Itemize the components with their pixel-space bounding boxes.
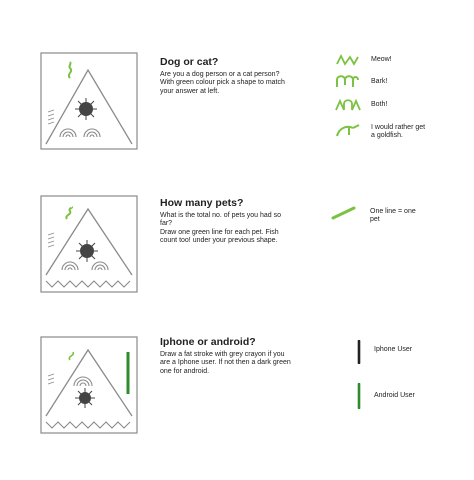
- legend-label-line: I would rather get: [371, 124, 426, 131]
- legend-label: Meow!: [371, 56, 392, 63]
- description-line: are a Iphone user. If not then a dark green: [160, 359, 291, 367]
- sketch-card-3: [40, 336, 138, 434]
- tent-sketch-icon: [40, 336, 138, 434]
- legend-label: [370, 208, 416, 225]
- legend-label-line: a goldfish.: [371, 132, 403, 140]
- legend-label: Both!: [371, 101, 388, 108]
- tent-sketch-icon: [40, 52, 138, 150]
- description-line: Draw a fat stroke with grey crayon if you: [160, 351, 285, 358]
- legend-label-line: pet: [370, 216, 380, 224]
- black-stroke-icon: [355, 340, 363, 364]
- description-line: Are you a dog person or a cat person?: [160, 71, 280, 78]
- description-line: count too! under your previous shape.: [160, 237, 278, 245]
- description-line: Draw one green line for each pet. Fish: [160, 228, 279, 236]
- green-stroke-icon: [355, 383, 363, 409]
- description-line: What is the total no. of pets you had so: [160, 212, 282, 219]
- section-description: [160, 212, 320, 246]
- bark-shape-icon: [335, 74, 361, 88]
- green-line-icon: [330, 205, 358, 221]
- goldfish-shape-icon: [335, 122, 361, 138]
- legend-label: Bark!: [371, 78, 388, 85]
- section-title: How many pets?: [160, 197, 244, 209]
- legend-label-line: One line = one: [370, 208, 416, 215]
- section-description: [160, 71, 320, 96]
- legend-label: Iphone User: [374, 346, 413, 353]
- description-line: your answer at left.: [160, 87, 220, 95]
- legend-label: [371, 124, 425, 141]
- section-description: [160, 351, 320, 376]
- tent-sketch-icon: [40, 195, 138, 293]
- both-shape-icon: [335, 98, 361, 112]
- sketch-card-1: [40, 52, 138, 150]
- description-line: With green colour pick a shape to match: [160, 79, 285, 87]
- description-line: one for android.: [160, 367, 210, 375]
- section-title: Iphone or android?: [160, 336, 256, 348]
- section-title: Dog or cat?: [160, 56, 219, 68]
- sketch-card-2: [40, 195, 138, 293]
- legend-label: Android User: [374, 392, 415, 399]
- meow-shape-icon: [335, 54, 361, 66]
- description-line: far?: [160, 220, 173, 228]
